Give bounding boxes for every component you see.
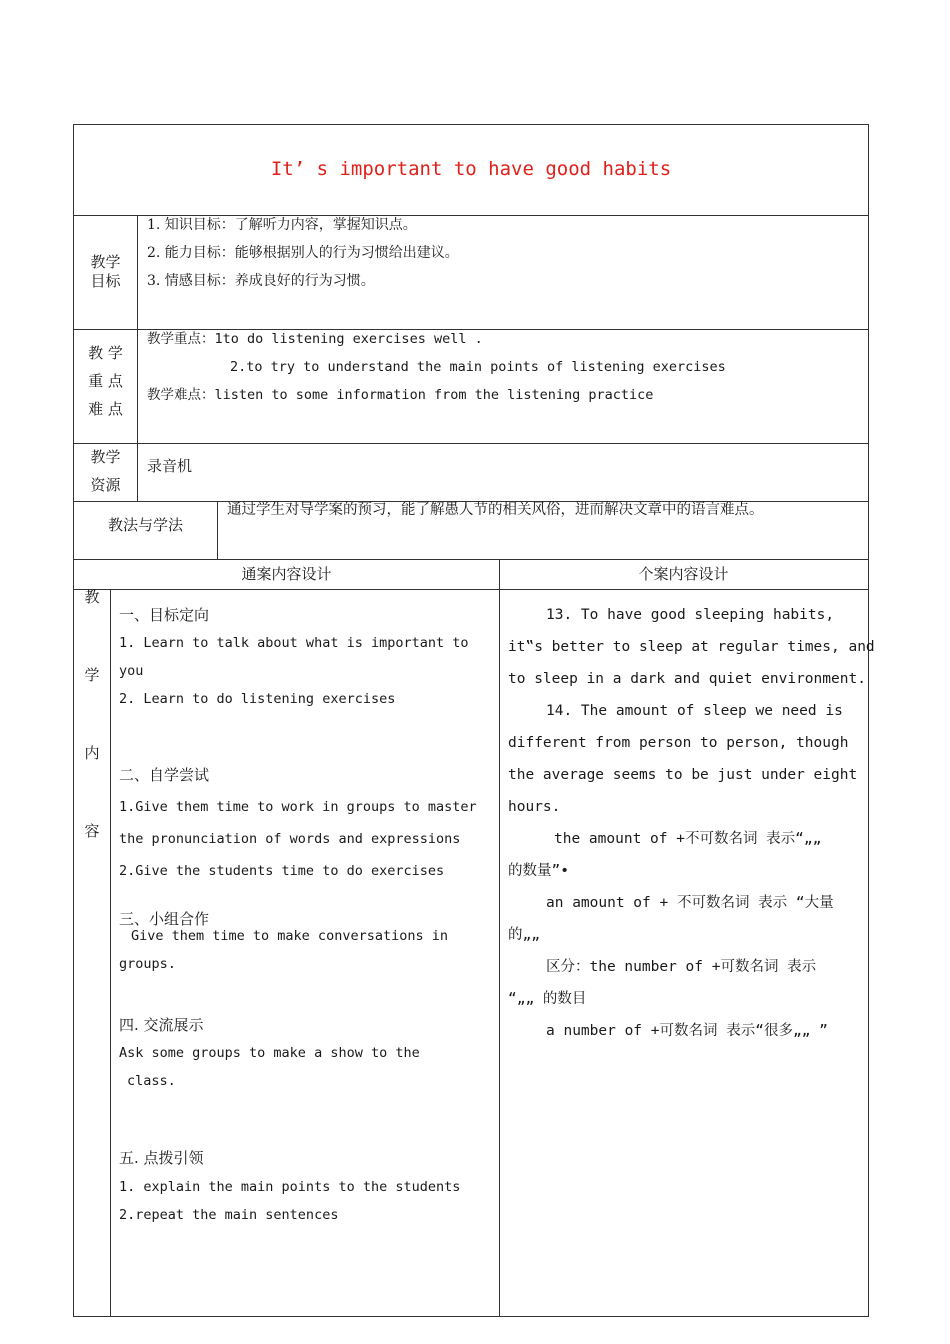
objective-item: 2. 能力目标：能够根据别人的行为习惯给出建议。 [147,245,459,261]
content-line: Ask some groups to make a show to the [119,1045,420,1061]
side-label-char: 教 [84,588,100,606]
col-divider [499,559,500,1317]
individual-design-content [508,599,875,1047]
side-label-char: 学 [84,666,100,684]
content-line: 2.Give the students time to do exercises [119,863,445,879]
content-line: 1. explain the main points to the students [119,1179,461,1195]
col-divider [217,501,218,559]
note-line: the average seems to be just under eight [508,767,858,783]
note-line: 区分：the number of +可数名词 表示 [546,959,817,975]
content-line: Give them time to make conversations in [131,928,448,944]
side-label-char: 内 [84,744,100,762]
note-line: 的„„ [508,927,540,943]
note-line: 的数量”• [508,863,569,879]
section-heading: 三、小组合作 [119,910,210,928]
col-divider [110,589,111,1317]
content-line: 2.repeat the main sentences [119,1207,339,1223]
note-line: it‟s better to sleep at regular times, and [508,639,875,655]
note-line: “„„ 的数目 [508,991,587,1007]
note-line: hours. [508,799,561,815]
content-line: 1.Give them time to work in groups to master [119,799,477,815]
section-heading: 五. 点拨引领 [119,1149,204,1167]
row-divider [74,443,868,444]
content-line: the pronunciation of words and expressions [119,831,461,847]
note-line: different from person to person, though [508,735,849,751]
content-line: you [119,663,144,679]
note-line: the amount of +不可数名词 表示“„„ [554,831,822,847]
row-divider [74,589,868,590]
resources-value: 录音机 [147,457,193,475]
section-heading: 四. 交流展示 [119,1016,204,1034]
note-line: to sleep in a dark and quiet environment. [508,671,866,687]
content-line: groups. [119,956,176,972]
section-heading: 一、目标定向 [119,606,210,624]
content-line: 2. Learn to do listening exercises [119,691,396,707]
section-heading: 二、自学尝试 [119,766,210,784]
content-line: class. [127,1073,176,1089]
difficult-point-line: 教学难点：listen to some information from the listening practice [147,387,654,403]
note-line: 14. The amount of sleep we need is [546,703,843,719]
key-point-line: 教学重点：1to do listening exercises well . [147,331,483,347]
note-line: an amount of + 不可数名词 表示 “大量 [546,895,834,911]
methods-value: 通过学生对导学案的预习，能了解愚人节的相关风俗，进而解决文章中的语言难点。 [227,502,764,518]
side-label-char: 容 [84,822,100,840]
key-point-line: 2.to try to understand the main points of listening exercises [230,359,726,375]
resources-label: 教学 资源 [90,448,121,494]
col-divider [137,215,138,501]
note-line: 13. To have good sleeping habits, [546,607,835,623]
common-design-header: 通案内容设计 [241,565,332,583]
page-title: It’ s important to have good habits [270,158,672,180]
objective-item: 1. 知识目标：了解听力内容，掌握知识点。 [147,217,417,233]
key-points-label: 教 学 重 点 难 点 [88,344,123,418]
objectives-label: 教学 目标 [90,253,121,290]
individual-design-header: 个案内容设计 [638,565,729,583]
note-line: a number of +可数名词 表示“很多„„ ” [546,1023,828,1039]
methods-label: 教法与学法 [107,516,183,534]
lesson-plan-table [73,124,875,1317]
objective-item: 3. 情感目标：养成良好的行为习惯。 [147,273,375,289]
content-line: 1. Learn to talk about what is important to [119,635,469,651]
